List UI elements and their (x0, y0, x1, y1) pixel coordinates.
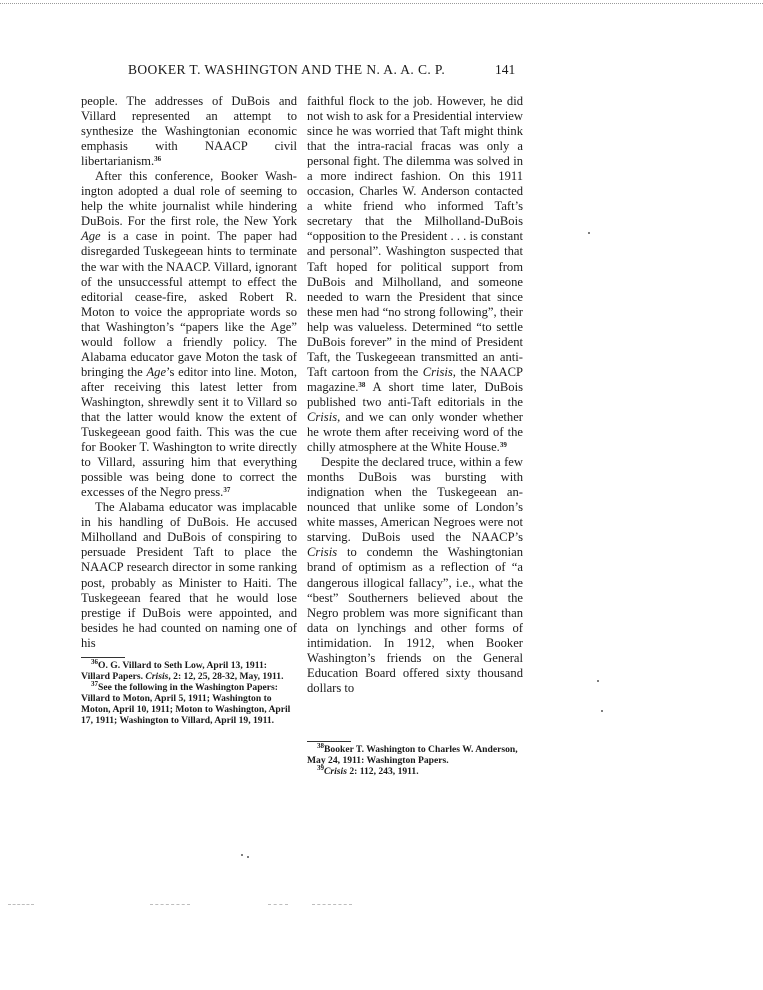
scan-speck (601, 710, 603, 712)
paragraph: The Alabama educator was implacable in his handling of DuBois. He accused Milholland and DuBois of conspiring to persuade President Taft to place the NAACP research director in some ranking post, probably as Minister to Haiti. The Tuskegeean feared that he would lose prestige if DuBois were appointed, and besides he had counted on naming one of his (81, 500, 297, 650)
footnote-rule (81, 657, 125, 658)
paragraph: faithful flock to the job. However, he did not wish to ask for a Presidential interview since he was worried that Taft might think that the intra-racial fracas was only a personal fight. The dilemma was solved in a more indirect fashion. On this 1911 occasion, Charles W. Anderson contacted a white friend who informed Taft’s secretary that the Milholland-DuBois “opposition to the President . . . is constant and personal”. Washington suspected that Taft hoped for political support from DuBois and Milholland, and someone needed to warn the President that since these men had “no strong following”, their help was valueless. Determined “to settle DuBois forever” in the mind of President Taft, the Tuskegeean transmitted an anti-Taft cartoon from the Crisis, the NAACP magazine.$^{38}$ A short time later, DuBois published two anti-Taft editorials in the Crisis, and we can only wonder whether he wrote them after receiving word of the chilly atmosphere at the White House.$^{39}$ (307, 94, 523, 455)
footnotes-left (81, 657, 297, 726)
scan-edge-top (0, 3, 763, 4)
paragraph: Despite the declared truce, within a few months DuBois was bursting with indignation when the Tuskegeean announced that unlike some of London’s white masses, American Negroes were not starving. DuBois used the NAACP’s Crisis to condemn the Washingtonian brand of optimism as a reflection of “a dangerous illogical fallacy”, i.e., what the “best” Southerners believed about the Negro problem was more significant than data on lynchings and other forms of intimidation. In 1912, when Booker Washington’s friends on the General Education Board offered sixty thousand dollars to (307, 455, 523, 695)
scan-speck (588, 232, 590, 234)
footnote-ref: 36 (154, 155, 162, 164)
right-column (307, 94, 523, 696)
footnotes-right (307, 741, 523, 777)
page-number: 141 (495, 62, 516, 77)
scan-edge-mark (150, 904, 190, 905)
paragraph: people. The addresses of DuBois and Villard represented an attempt to synthesize the Washingtonian economic emphasis with NAACP civil libertarianism.$^{36}$ (81, 94, 297, 169)
footnote: $^{38}$Booker T. Washington to Charles W. Anderson, May 24, 1911: Washington Papers. (307, 742, 518, 766)
scan-speck (597, 680, 599, 682)
paragraph: After this conference, Booker Washington adopted a dual role of seeming to help the white journalist while hindering DuBois. For the first role, the New York Age is a case in point. The paper had disregarded Tuskegeean hints to terminate the war with the NAACP. Villard, ignorant of the unsuccessful attempt to effect the editorial cease-fire, asked Robert R. Moton to voice the appropriate words so that Washington’s “papers like the Age” would follow a friendly policy. The Alabama educator gave Moton the task of bringing the Age’s editor into line. Moton, after receiving this latest letter from Washington, shrewdly sent it to Villard so that the latter would know the extent of Tuskegeean good faith. This was the cue for Booker T. Washington to write directly to Villard, assuring him that everything possible was being done to correct the excesses of the Negro press.$^{37}$ (81, 169, 297, 500)
scan-edge-mark (268, 904, 288, 905)
footnote: $^{39}$Crisis 2: 112, 243, 1911. (317, 764, 419, 777)
running-title: BOOKER T. WASHINGTON AND THE N. A. A. C. P. (128, 62, 446, 77)
footnote-ref: 38 (358, 380, 366, 389)
footnote-rule (307, 741, 351, 742)
footnote-ref: 39 (499, 441, 507, 450)
scan-speck (241, 854, 243, 856)
footnote: $^{37}$See the following in the Washington Papers: Villard to Moton, April 5, 1911; Washington to Moton, April 10, 1911; Moton to Washington, April 17, 1911; Washington to Villard, April 19, 1911. (81, 679, 291, 726)
scan-edge-mark (312, 904, 352, 905)
scan-speck (247, 856, 249, 858)
footnote-ref: 37 (223, 486, 231, 495)
footnote: $^{36}$O. G. Villard to Seth Low, April 13, 1911: Villard Papers. Crisis, 2: 12, 25, 28-32, May, 1911. (81, 657, 284, 682)
scan-edge-mark (8, 904, 34, 905)
left-column (81, 94, 297, 726)
